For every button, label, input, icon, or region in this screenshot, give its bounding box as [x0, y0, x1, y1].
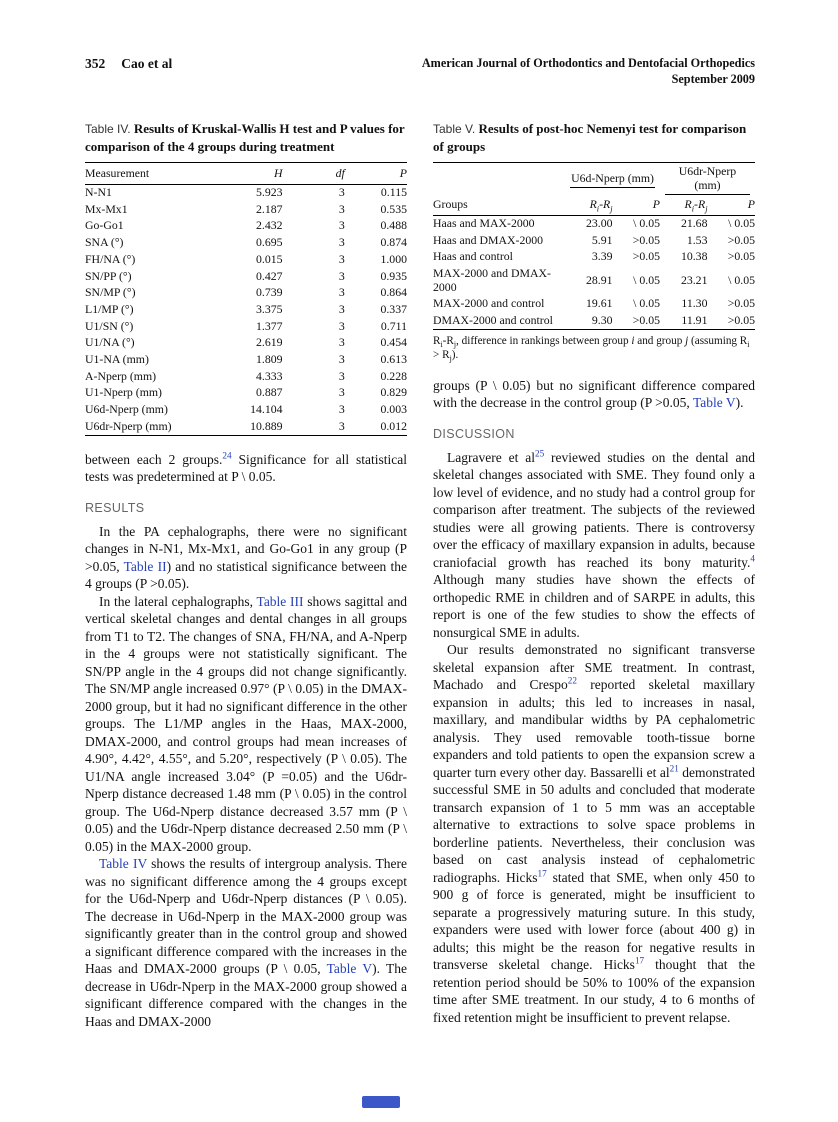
table-cell: 0.003: [380, 402, 407, 417]
table-cell: 0.695: [256, 235, 283, 250]
table-v-caption-title: Results of post-hoc Nemenyi test for comparison of groups: [433, 121, 747, 154]
table-v-body: [433, 215, 755, 330]
table-iv-head: [85, 163, 407, 185]
table-cell: >0.05: [727, 296, 755, 311]
table-cell: U1-NA (mm): [85, 351, 149, 366]
subscript: j: [705, 204, 708, 214]
table-cell: 19.61: [585, 296, 613, 311]
table-cell: 0.427: [256, 268, 283, 283]
col-header-h: H: [220, 163, 282, 185]
table-row: [85, 368, 407, 385]
citation-superscript-link[interactable]: 22: [567, 675, 577, 686]
table-row: [85, 235, 407, 252]
table-cell: MAX-2000 and control: [433, 296, 545, 311]
table-row: [85, 401, 407, 418]
table-row: [85, 285, 407, 302]
italic-text: j: [685, 335, 689, 348]
table-cell: 0.935: [380, 268, 407, 283]
paragraph: In the PA cephalographs, there were no significant changes in N-N1, Mx-Mx1, and Go-Go1 in any group (P >0.05, Table II) and no statistical significance between the 4 groups (P >0.05).: [85, 523, 408, 592]
group-header-u6dr-nperp: [660, 163, 755, 196]
table-cell: 3: [338, 285, 345, 300]
table-cell: 2.187: [256, 201, 283, 216]
table-cell: 0.115: [380, 185, 407, 200]
table-cell: 0.228: [380, 368, 407, 383]
table-cell: 0.739: [256, 285, 283, 300]
table-cell: 28.91: [585, 272, 613, 287]
table-cell: SN/PP (°): [85, 268, 132, 283]
italic-text: i: [631, 335, 635, 348]
table-cell: 2.619: [256, 335, 283, 350]
table-cell: 0.874: [380, 235, 407, 250]
table-reference-link[interactable]: Table IV: [99, 856, 147, 872]
col-header-ri-rj-2: $R_i-R_j$: [660, 195, 707, 215]
table-subheader-row: [433, 195, 755, 215]
citation-superscript-link[interactable]: 21: [669, 763, 679, 774]
subscript: j: [453, 340, 457, 350]
table-cell: 1.377: [256, 318, 283, 333]
table-cell: 3: [338, 185, 345, 200]
table-cell: \ 0.05: [633, 216, 660, 231]
table-cell: 3: [338, 418, 345, 433]
table-row: [85, 251, 407, 268]
table-cell: Haas and MAX-2000: [433, 216, 535, 231]
table-v: [433, 162, 755, 330]
citation-superscript-link[interactable]: 17: [537, 868, 547, 879]
table-cell: DMAX-2000 and control: [433, 313, 553, 328]
paragraph-continuation: groups (P \ 0.05) but no significant difference compared with the decrease in the control group (P >0.05, Table V).: [433, 377, 755, 411]
table-row: [85, 268, 407, 285]
table-cell: 4.333: [256, 368, 283, 383]
table-cell: 23.21: [680, 272, 708, 287]
table-cell: >0.05: [727, 313, 755, 328]
table-row: [85, 335, 407, 352]
col-header-p-2: P: [707, 195, 755, 215]
table-v-block: [433, 120, 755, 363]
table-cell: Go-Go1: [85, 218, 124, 233]
table-cell: 5.923: [256, 185, 283, 200]
table-row: [433, 215, 755, 232]
table-cell: >0.05: [632, 249, 660, 264]
table-iv-caption: [85, 120, 407, 155]
table-cell: 1.809: [256, 351, 283, 366]
table-cell: U1/SN (°): [85, 318, 134, 333]
citation-superscript-link[interactable]: 4: [750, 553, 755, 564]
subscript: i: [596, 204, 600, 214]
results-heading: RESULTS: [85, 500, 145, 515]
col-header-p: P: [345, 163, 407, 185]
table-cell: N-N1: [85, 185, 112, 200]
table-cell: 9.30: [591, 313, 613, 328]
table-reference-link[interactable]: Table V: [692, 395, 736, 411]
table-cell: L1/MP (°): [85, 301, 134, 316]
subscript: i: [691, 204, 695, 214]
table-cell: 3: [338, 335, 345, 350]
table-cell: 0.015: [256, 251, 283, 266]
table-cell: FH/NA (°): [85, 251, 136, 266]
col-header-p-1: P: [613, 195, 660, 215]
table-cell: 0.337: [380, 301, 407, 316]
table-cell: 0.864: [380, 285, 407, 300]
table-row: [85, 385, 407, 402]
table-cell: MAX-2000 and DMAX-2000: [433, 266, 551, 294]
table-cell: 3.375: [256, 301, 283, 316]
citation-superscript-link[interactable]: 25: [534, 448, 545, 459]
col-header-ri-rj-1: $R_i-R_j$: [565, 195, 612, 215]
table-cell: 0.887: [256, 385, 283, 400]
table-cell: Haas and control: [433, 249, 513, 264]
table-cell: 3: [338, 301, 345, 316]
left-column: [85, 120, 407, 1030]
col-header-groups: Groups: [433, 195, 565, 215]
paragraph-continuation: between each 2 groups.$^{24}$ Significance for all statistical tests was predetermined at P \ 0.05.: [85, 450, 407, 485]
table-cell: 0.829: [380, 385, 407, 400]
journal-title: American Journal of Orthodontics and Dentofacial Orthopedics: [421, 56, 755, 70]
table-cell: 0.711: [380, 318, 407, 333]
table-cell: 2.432: [256, 218, 283, 233]
table-cell: 0.488: [380, 218, 407, 233]
table-cell: Haas and DMAX-2000: [433, 232, 544, 247]
table-row: [85, 318, 407, 335]
citation-superscript-link[interactable]: 24: [222, 450, 232, 461]
table-cell: 23.00: [585, 216, 613, 231]
table-cell: 3: [338, 368, 345, 383]
table-cell: 3: [338, 351, 345, 366]
table-cell: 21.68: [680, 216, 708, 231]
table-cell: >0.05: [727, 249, 755, 264]
table-cell: 3.39: [591, 249, 613, 264]
table-cell: 3: [338, 385, 345, 400]
subscript: j: [610, 204, 613, 214]
group-header-spacer: [433, 163, 565, 196]
col-header-df: df: [283, 163, 345, 185]
table-row: [85, 301, 407, 318]
running-head-left: [85, 56, 172, 72]
table-cell: \ 0.05: [728, 216, 755, 231]
table-iv: [85, 162, 407, 436]
table-cell: 1.000: [380, 251, 407, 266]
citation-superscript-link[interactable]: 17: [634, 955, 645, 966]
table-row: [433, 266, 755, 296]
table-cell: 0.535: [380, 201, 407, 216]
table-cell: 3: [338, 201, 345, 216]
table-cell: 3: [338, 218, 345, 233]
table-v-caption-label: Table V.: [433, 122, 476, 136]
table-cell: 3: [338, 318, 345, 333]
table-group-header-row: [433, 163, 755, 196]
table-cell: U6d-Nperp (mm): [85, 402, 168, 417]
table-cell: 11.91: [681, 313, 708, 328]
table-cell: 11.30: [681, 296, 708, 311]
table-cell: >0.05: [632, 232, 660, 247]
subscript: i: [747, 340, 750, 350]
paragraph: Table IV shows the results of intergroup analysis. There was no significant difference among the 4 groups except for the U6d-Nperp and U6dr-Nperp distances (P \ 0.05). The decrease in U6d-Nperp in the MAX-2000 group was significantly greater than in the control group and showed a significant difference compared with the increases in the Haas and DMAX-2000 groups (P \ 0.05, Table V). The decrease in U6dr-Nperp in the MAX-2000 group showed a significant difference compared with the changes in the Haas and DMAX-2000: [85, 856, 407, 1029]
table-v-caption: [433, 120, 755, 155]
table-cell: 10.889: [250, 418, 283, 433]
page-number: 352: [85, 56, 106, 71]
subscript: i: [440, 340, 443, 350]
table-cell: 0.012: [380, 418, 407, 433]
table-header-row: [85, 163, 407, 185]
table-reference-link[interactable]: Table V: [326, 961, 373, 977]
table-cell: 0.613: [380, 351, 407, 366]
subscript: j: [449, 354, 452, 364]
table-cell: 5.91: [591, 232, 613, 247]
table-cell: \ 0.05: [633, 296, 660, 311]
group-header-u6d-label: U6d-Nperp (mm): [570, 172, 655, 189]
table-row: [85, 201, 407, 218]
table-reference-link[interactable]: Table III: [256, 593, 304, 609]
table-cell: 3: [338, 268, 345, 283]
table-cell: Mx-Mx1: [85, 201, 128, 216]
running-authors: Cao et al: [121, 56, 173, 71]
table-row: [433, 312, 755, 329]
table-cell: 10.38: [680, 249, 708, 264]
table-cell: 14.104: [250, 402, 283, 417]
right-column: [433, 120, 755, 1030]
group-header-u6d-nperp: [565, 163, 660, 196]
table-reference-link[interactable]: Table II: [123, 558, 167, 574]
table-cell: >0.05: [727, 232, 755, 247]
table-cell: \ 0.05: [633, 272, 660, 287]
bottom-blue-link-marker[interactable]: [362, 1096, 400, 1108]
two-column-body: [85, 120, 755, 1030]
table-row: [85, 218, 407, 235]
table-cell: SNA (°): [85, 235, 124, 250]
table-cell: >0.05: [632, 313, 660, 328]
table-cell: 3: [338, 402, 345, 417]
paragraph: Lagravere et $al^{25}$ reviewed studies on the dental and skeletal changes associated with SME. They found only a low level of evidence, and no study had a control group for comparison after treatment. The subjects of the reviewed studies were all growing patients. There is controversy over the efficacy of maxillary expansion in adults, because craniofacial growth has reached its bony maturity.$^4$ Although many studies have shown the effects of orthopedic RME in children and of SARPE in adults, this report is one of the few studies to show the effects of nonsurgical SME in adults.: [433, 448, 755, 640]
table-row: [85, 184, 407, 201]
table-cell: A-Nperp (mm): [85, 368, 157, 383]
table-iv-caption-title: Results of Kruskal-Wallis H test and P values for comparison of the 4 groups during treatment: [85, 121, 405, 154]
paragraph: Our results demonstrated no significant transverse skeletal expansion after SME treatment. In contrast, Machado and Crespo$^{22}$ reported skeletal maxillary expansion in adults; this led to increases in nasal, maxillary, and mandibular widths by PA cephalometric analysis. They used removable tooth-tissue borne expanders and told patients to open the expansion screw a quarter turn every other day. Bassarelli et $al^{21}$ demonstrated successful SME in 50 adults and concluded that moderate transarch expansion of 1 to 5 mm was an acceptable alternative to extractions to solve space problems in borderline patients. Nevertheless, their conclusion was based on cast analysis instead of cephalometric radiographs. Hicks$^{17}$ stated that SME, when only 450 to 900 g of force is generated, might be insufficient to separate a progressively maturing suture. In this study, expanders were used with lower force (about 400 g) in adults; this might be the reason for negative results in transverse skeletal change. Hicks$^{17}$ thought that the retention period should be 50% to 100% of the expansion time after SME treatment. In our study, 4 to 6 months of fixed retention might be insufficient to prevent relapse.: [433, 642, 756, 1025]
col-header-measurement: Measurement: [85, 163, 220, 185]
table-row: [85, 418, 407, 435]
table-cell: 3: [338, 235, 345, 250]
table-cell: SN/MP (°): [85, 285, 136, 300]
table-iv-block: [85, 120, 407, 436]
running-head-right: [422, 56, 755, 87]
table-cell: U6dr-Nperp (mm): [85, 418, 172, 433]
table-row: [85, 351, 407, 368]
issue-date: September 2009: [671, 71, 755, 86]
table-iv-caption-label: Table IV.: [85, 122, 131, 136]
table-v-footnote: $R_i-R_j$, difference in rankings between group i and group j (assuming $R_i > R_j$).: [433, 335, 750, 364]
table-v-head: [433, 163, 755, 216]
table-cell: 0.454: [380, 335, 407, 350]
table-cell: 1.53: [686, 232, 708, 247]
table-cell: \ 0.05: [728, 272, 755, 287]
table-row: [433, 232, 755, 249]
table-iv-body: [85, 184, 407, 435]
table-row: [433, 296, 755, 313]
table-cell: 3: [338, 251, 345, 266]
table-cell: U1-Nperp (mm): [85, 385, 162, 400]
paragraph: In the lateral cephalographs, Table III shows sagittal and vertical skeletal changes and dental changes in all groups from T1 to T2. The changes of SNA, FH/NA, and A-Nperp in the 4 groups were not statistically significant. The SN/PP angle in the 4 groups did not change significantly. The SN/MP angle increased 0.97° (P \ 0.05) in the DMAX-2000 group, but it had no significant difference in the other groups. The L1/MP angles in the Haas, MAX-2000, DMAX-2000, and control groups had mean increases of 4.90°, 4.42°, 4.55°, and 5.20°, respectively (P \ 0.05). The U1/NA angle increased 3.04° (P =0.05) and the U6dr-Nperp distance decreased 1.48 mm (P \ 0.05) in the control group. The U6d-Nperp distance decreased 3.57 mm (P \ 0.05) and the U6dr-Nperp distance decreased 2.50 mm (P \ 0.05) in the MAX-2000 group.: [85, 593, 407, 854]
page-header: [85, 56, 755, 87]
table-cell: U1/NA (°): [85, 335, 135, 350]
group-header-u6dr-label: U6dr-Nperp (mm): [665, 165, 750, 195]
discussion-heading: DISCUSSION: [433, 426, 515, 441]
table-row: [433, 249, 755, 266]
